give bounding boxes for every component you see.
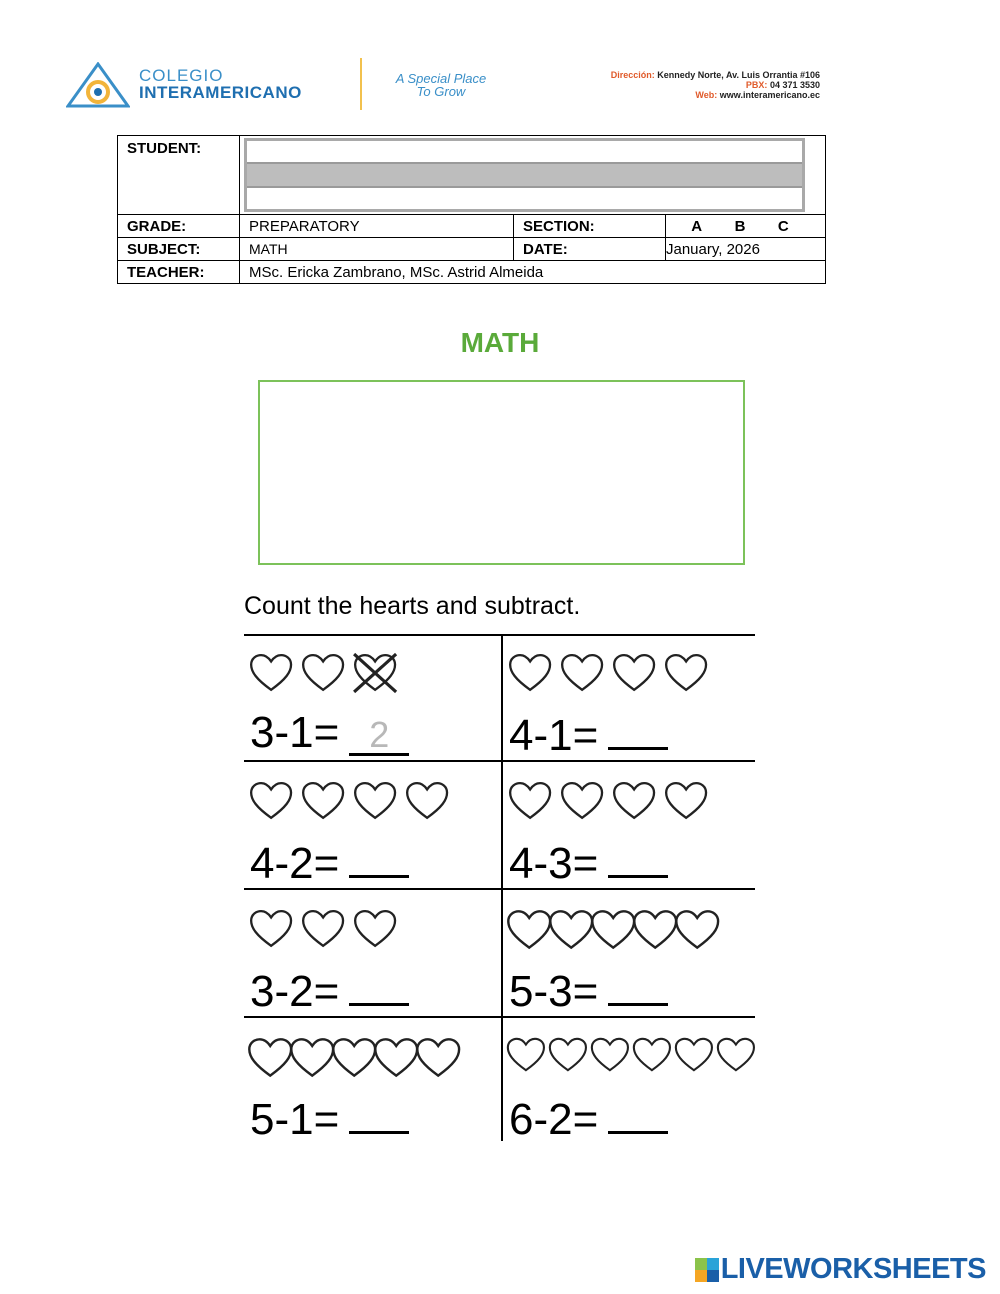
address-label: Dirección: <box>610 70 655 80</box>
student-label: STUDENT: <box>118 136 240 215</box>
teacher-value: MSc. Ericka Zambrano, MSc. Astrid Almeida <box>240 261 826 284</box>
heart-icon <box>300 908 346 950</box>
student-info-table <box>117 135 826 284</box>
equation-text: 3-2= <box>250 967 340 1016</box>
problem-cell <box>244 1020 501 1146</box>
heart-icon <box>352 908 398 950</box>
school-logo <box>66 60 356 110</box>
hearts-row <box>248 780 456 820</box>
heart-icon <box>559 652 605 694</box>
hearts-row <box>507 652 715 692</box>
heart-icon <box>663 780 709 822</box>
school-name-line1: COLEGIO <box>139 66 224 85</box>
problem-cell <box>244 764 501 890</box>
heart-icon <box>559 780 605 822</box>
hearts-row <box>246 1036 456 1076</box>
phone: 04 371 3530 <box>769 80 820 90</box>
answer-blank[interactable]: 2 <box>349 717 409 756</box>
subject-label: SUBJECT: <box>118 238 240 261</box>
contact-info <box>611 70 820 100</box>
heart-icon <box>414 1036 462 1080</box>
answer-blank[interactable] <box>349 967 409 1006</box>
heart-icon <box>611 780 657 822</box>
web: www.interamericano.ec <box>719 90 820 100</box>
heart-icon <box>352 652 398 694</box>
heart-icon <box>507 652 553 694</box>
equation <box>509 711 668 758</box>
heart-icon <box>248 652 294 694</box>
date-label: DATE: <box>514 238 666 261</box>
page-title: MATH <box>460 327 540 358</box>
heart-icon <box>589 1036 631 1074</box>
heart-icon <box>673 1036 715 1074</box>
problem-cell <box>244 892 501 1018</box>
section-a: A <box>691 217 703 235</box>
heart-icon <box>611 652 657 694</box>
equation <box>509 1095 668 1142</box>
heart-icon <box>300 780 346 822</box>
problem-cell <box>503 1020 755 1146</box>
heart-icon <box>547 1036 589 1074</box>
heart-icon <box>507 780 553 822</box>
equation <box>250 839 409 886</box>
web-label: Web: <box>695 90 718 100</box>
heart-icon <box>715 1036 757 1074</box>
answer-blank[interactable] <box>608 967 668 1006</box>
equation <box>509 839 668 886</box>
liveworksheets-logo-icon <box>695 1258 719 1282</box>
hearts-row <box>505 1036 757 1076</box>
answer-blank[interactable] <box>608 711 668 750</box>
hearts-row <box>505 908 715 948</box>
section-label: SECTION: <box>514 215 666 238</box>
header-divider <box>360 58 362 110</box>
heart-icon <box>248 908 294 950</box>
grade-value: PREPARATORY <box>240 215 514 238</box>
student-cell <box>240 136 826 215</box>
school-name-line2: INTERAMERICANO <box>139 83 302 102</box>
grade-label: GRADE: <box>118 215 240 238</box>
problem-cell <box>503 892 755 1018</box>
triangle-logo-icon <box>66 62 130 110</box>
exercise-instruction: Count the hearts and subtract. <box>244 592 581 620</box>
equation-text: 5-1= <box>250 1095 340 1144</box>
problem-cell <box>503 764 755 890</box>
tagline-line2: To Grow <box>416 84 466 99</box>
section-value <box>666 215 826 238</box>
equation <box>250 967 409 1014</box>
equation-text: 4-3= <box>509 839 599 888</box>
heart-icon <box>404 780 450 822</box>
answer-blank[interactable] <box>608 839 668 878</box>
liveworksheets-brand <box>695 1253 986 1286</box>
problem-cell <box>503 636 755 762</box>
hearts-row <box>507 780 715 820</box>
heart-icon <box>631 1036 673 1074</box>
hearts-row <box>248 908 404 948</box>
tagline-line1: A Special Place <box>395 71 487 86</box>
answer-blank[interactable] <box>349 1095 409 1134</box>
answer-blank[interactable] <box>608 1095 668 1134</box>
equation <box>509 967 668 1014</box>
subject-value: MATH <box>240 238 514 261</box>
brand-text: LIVEWORKSHEETS <box>720 1253 986 1285</box>
problem-cell <box>244 636 501 762</box>
equation-text: 5-3= <box>509 967 599 1016</box>
phone-label: PBX: <box>745 80 768 90</box>
answer-blank[interactable] <box>349 839 409 878</box>
student-name-field[interactable] <box>244 138 805 212</box>
equation <box>250 1095 409 1142</box>
answer-box[interactable] <box>258 380 745 565</box>
equation-text: 4-2= <box>250 839 340 888</box>
heart-icon <box>673 908 721 952</box>
address: Kennedy Norte, Av. Luis Orrantia #106 <box>657 70 820 80</box>
teacher-label: TEACHER: <box>118 261 240 284</box>
equation <box>250 708 409 757</box>
equation-text: 6-2= <box>509 1095 599 1144</box>
heart-icon <box>352 780 398 822</box>
hearts-row <box>248 652 404 692</box>
heart-icon <box>663 652 709 694</box>
equation-text: 4-1= <box>509 711 599 760</box>
heart-icon <box>248 780 294 822</box>
tagline <box>376 72 506 98</box>
section-c: C <box>777 217 789 235</box>
heart-icon <box>300 652 346 694</box>
equation-text: 3-1= <box>250 708 340 757</box>
section-b: B <box>734 217 746 235</box>
date-value: January, 2026 <box>666 238 826 261</box>
heart-icon <box>505 1036 547 1074</box>
exercise-grid <box>244 634 755 1144</box>
